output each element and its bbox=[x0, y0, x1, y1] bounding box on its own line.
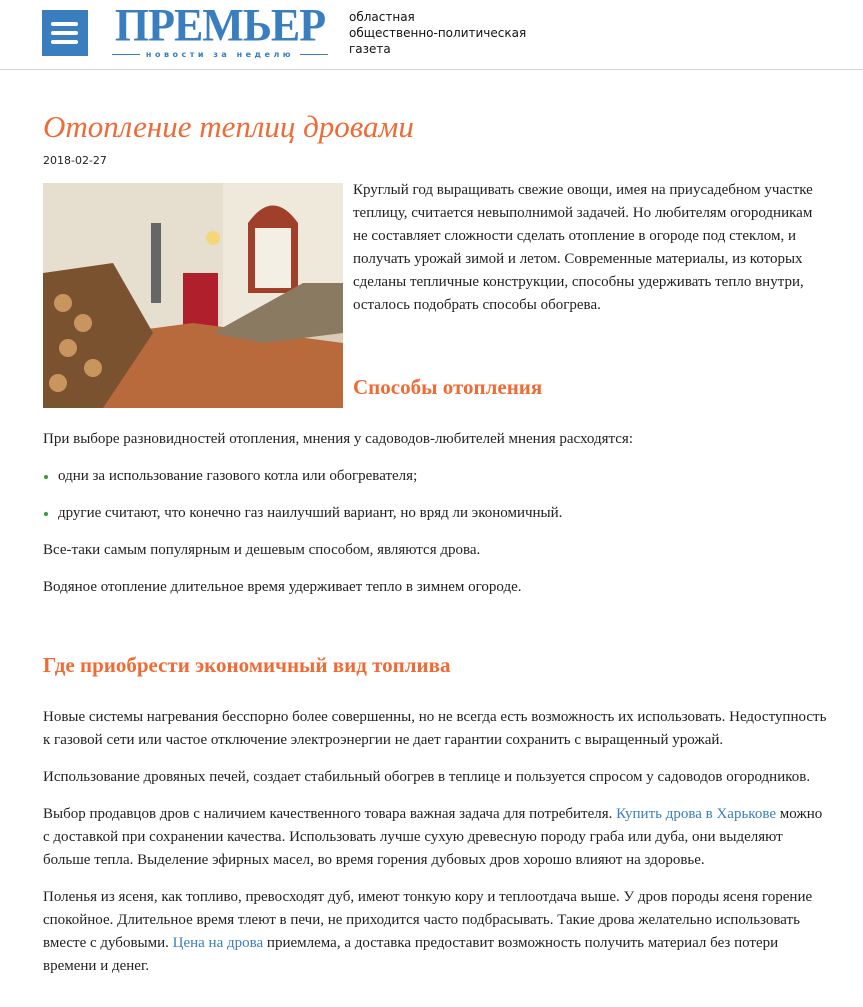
article-title: Отопление теплиц дровами bbox=[43, 109, 414, 144]
article-photo bbox=[43, 183, 343, 408]
paragraph: Использование дровяных печей, создает стабильный обогрев в теплице и пользуется спросом у садоводов огородников. bbox=[43, 769, 811, 785]
tagline-line: газета bbox=[349, 42, 391, 56]
paragraph: Новые системы нагревания бесспорно более совершенны, но не всегда есть возможность их использовать. Недоступность к газовой сети или частое отключение электроэнергии не дает гарантии сохранить с выращенный урожай. bbox=[43, 709, 827, 748]
menu-button[interactable] bbox=[42, 10, 88, 56]
site-logo[interactable] bbox=[112, 0, 328, 59]
firewood-price-link[interactable]: Цена на дрова bbox=[172, 935, 264, 951]
hamburger-icon-line bbox=[51, 40, 78, 44]
paragraph bbox=[43, 803, 828, 872]
paragraph: Водяное отопление длительное время удерживает тепло в зимнем огороде. bbox=[43, 579, 522, 595]
list-item: другие считают, что конечно газ наилучший вариант, но вряд ли экономичный. bbox=[43, 502, 828, 525]
tagline-line: областная bbox=[349, 10, 415, 24]
paragraph: Все-таки самым популярным и дешевым способом, являются дрова. bbox=[43, 542, 481, 558]
logo-title: ПРЕМЬЕР bbox=[114, 0, 326, 52]
text: Выбор продавцов дров с наличием качественного товара важная задача для потребителя. bbox=[43, 806, 617, 822]
text: можно с доставкой при сохранении качества. Использовать лучше сухую древесную породу граба или дуба, они выделяют больше тепла. Выделение эфирных масел, во время горения дубовых дров хорошо влияют на здоровье. bbox=[43, 806, 823, 868]
logo-subtitle-row bbox=[112, 50, 328, 59]
bullet-list bbox=[43, 465, 828, 525]
hamburger-icon-line bbox=[51, 31, 78, 35]
text: приемлема, а доставка предоставит возможность получить материал без потери времени и денег. bbox=[43, 935, 779, 974]
tagline-line: общественно-политическая bbox=[349, 26, 527, 40]
section-heading: Способы отопления bbox=[353, 375, 543, 399]
article-date: 2018-02-27 bbox=[43, 154, 107, 167]
paragraph: При выборе разновидностей отопления, мнения у садоводов-любителей мнения расходятся: bbox=[43, 431, 633, 447]
section-heading: Где приобрести экономичный вид топлива bbox=[43, 653, 451, 677]
intro-paragraph: Круглый год выращивать свежие овощи, имея на приусадебном участке теплицу, считается невыполнимой задачей. Но любителям огородникам не составляет сложности сделать отопление в огороде под стеклом, и получать урожай зимой и летом. Современные материалы, из которых сделаны тепличные конструкции, способны удерживать тепло внутри, осталось подобрать способы обогрева. bbox=[353, 182, 813, 313]
article bbox=[43, 108, 828, 992]
site-header bbox=[0, 0, 863, 70]
logo-subtitle: новости за неделю bbox=[145, 50, 295, 59]
buy-firewood-link[interactable]: Купить дрова в Харькове bbox=[616, 806, 776, 822]
hamburger-icon bbox=[51, 22, 78, 26]
paragraph bbox=[43, 886, 828, 978]
text: Поленья из ясеня, как топливо, превосходят дуб, имеют тонкую кору и теплоотдача выше. У дров породы ясеня горение спокойное. Длительное время тлеют в печи, не приходится часто подбрасывать. Такие дрова желательно использовать вместе с дубовыми. bbox=[43, 889, 813, 951]
list-item: одни за использование газового котла или обогревателя; bbox=[43, 465, 828, 488]
tagline bbox=[349, 9, 526, 57]
